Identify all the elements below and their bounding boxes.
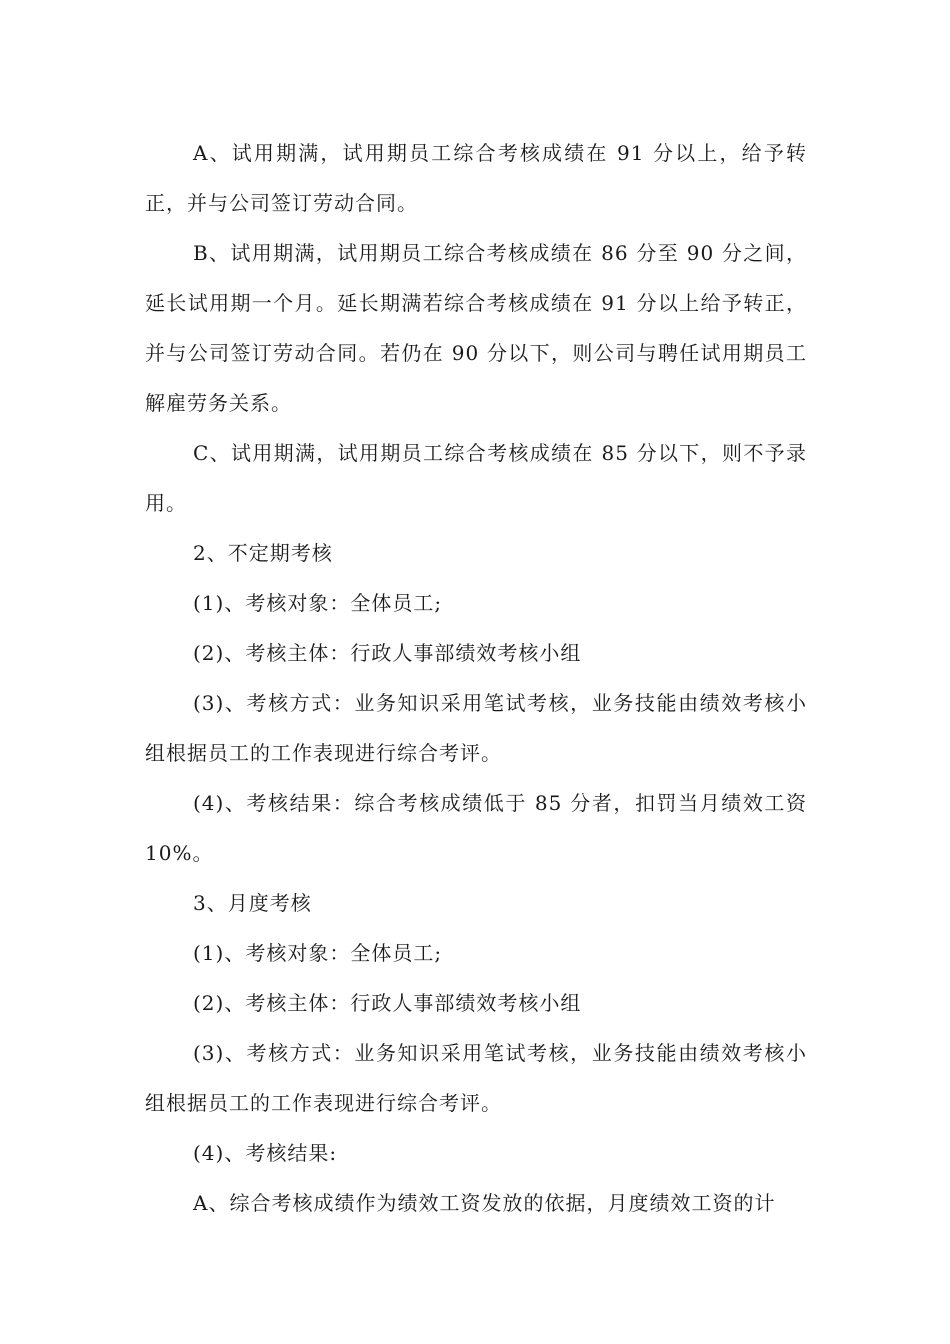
monthly-review-result: (4)、考核结果: — [193, 1141, 338, 1165]
monthly-review-method: (3)、考核方式：业务知识采用笔试考核，业务技能由绩效考核小组根据员工的工作表现进行综合考评。 — [145, 1041, 807, 1115]
irregular-review-result: (4)、考核结果：综合考核成绩低于 85 分者，扣罚当月绩效工资 10%。 — [145, 791, 807, 865]
monthly-review-subject: (2)、考核主体：行政人事部绩效考核小组 — [193, 991, 582, 1015]
monthly-review-target: (1)、考核对象：全体员工; — [193, 941, 443, 965]
irregular-review-target: (1)、考核对象：全体员工; — [193, 591, 443, 615]
section-heading-irregular-review: 2、不定期考核 — [193, 541, 333, 565]
paragraph-rule-c: C、试用期满，试用期员工综合考核成绩在 85 分以下，则不予录用。 — [145, 441, 807, 515]
paragraph-rule-b: B、试用期满，试用期员工综合考核成绩在 86 分至 90 分之间，延长试用期一个月。延长期满若综合考核成绩在 91 分以上给予转正，并与公司签订劳动合同。若仍在 90 分以下，则公司与聘任试用期员工解雇劳务关系。 — [145, 241, 807, 415]
document-body — [145, 128, 807, 1228]
monthly-result-rule-a: A、综合考核成绩作为绩效工资发放的依据，月度绩效工资的计 — [193, 1191, 776, 1215]
irregular-review-method: (3)、考核方式：业务知识采用笔试考核，业务技能由绩效考核小组根据员工的工作表现进行综合考评。 — [145, 691, 807, 765]
irregular-review-subject: (2)、考核主体：行政人事部绩效考核小组 — [193, 641, 582, 665]
paragraph-rule-a: A、试用期满，试用期员工综合考核成绩在 91 分以上，给予转正，并与公司签订劳动合同。 — [145, 141, 807, 215]
section-heading-monthly-review: 3、月度考核 — [193, 891, 312, 915]
